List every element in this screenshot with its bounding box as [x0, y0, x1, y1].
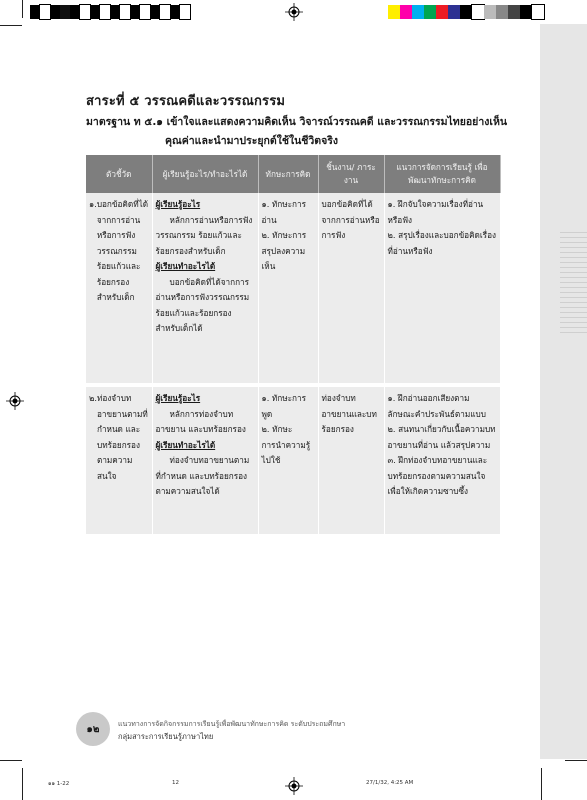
footer-book-title: แนวทางการจัดกิจกรรมการเรียนรู้เพื่อพัฒนาทักษะการคิด ระดับประถมศึกษา	[118, 720, 346, 728]
grayscale-bar	[30, 5, 190, 19]
skills-cell	[258, 385, 318, 534]
approach-item: ๑. ฝึกอ่านออกเสียงตามลักษณะคำประพันธ์ตามแบบ	[387, 393, 486, 419]
tasks-cell	[318, 193, 384, 385]
table-header-row	[86, 155, 500, 193]
curriculum-table	[86, 155, 501, 534]
footer-subject: กลุ่มสาระการเรียนรู้ภาษาไทย	[118, 732, 214, 741]
crop-mark	[541, 768, 542, 800]
standard-line-2: คุณค่าและนำมาประยุกต์ใช้ในชีวิตจริง	[165, 135, 339, 147]
do-text: บอกข้อคิดที่ได้จากการอ่านหรือการฟังวรรณกรรมร้อยแก้วและร้อยกรองสำหรับเด็กได้	[155, 276, 250, 333]
side-tab-lines	[560, 228, 587, 336]
column-header: ผู้เรียนรู้อะไร/ทำอะไรได้	[152, 155, 258, 193]
do-heading: ผู้เรียนทำอะไรได้	[155, 439, 216, 450]
skill-item: ๑. ทักษะการพูด	[261, 393, 307, 419]
table-row	[86, 193, 500, 385]
skill-item: ๒. ทักษะการสรุปลงความเห็น	[261, 230, 307, 271]
column-header: ทักษะการคิด	[258, 155, 318, 193]
column-header: แนวการจัดการเรียนรู้ เพื่อพัฒนาทักษะการคิด	[384, 155, 500, 193]
skills-cell	[258, 193, 318, 385]
approach-cell	[384, 385, 500, 534]
registration-mark-icon	[6, 392, 24, 410]
approach-item: ๑. ฝึกจับใจความเรื่องที่อ่านหรือฟัง	[387, 199, 484, 225]
approach-cell	[384, 193, 500, 385]
approach-item: ๒. สรุปเรื่องและบอกข้อคิดเรื่องที่อ่านหรือฟัง	[387, 230, 496, 256]
section-title: สาระที่ ๕ วรรณคดีและวรรณกรรม	[86, 94, 286, 109]
task-text: บอกข้อคิดที่ได้จากการอ่านหรือการฟัง	[321, 199, 380, 240]
indicator-text: ท่องจำบทอาขยานตามที่กำหนด และบทร้อยกรองตามความสนใจ	[97, 393, 148, 481]
column-header: ชิ้นงาน/ ภาระงาน	[318, 155, 384, 193]
crop-mark	[0, 25, 22, 26]
do-text: ท่องจำบทอาขยานตามที่กำหนด และบทร้อยกรองตามความสนใจได้	[155, 455, 250, 496]
registration-mark-icon	[285, 3, 303, 21]
crop-mark	[0, 760, 22, 761]
learn-heading: ผู้เรียนรู้อะไร	[155, 393, 201, 403]
learn-heading: ผู้เรียนรู้อะไร	[155, 199, 201, 209]
slug-file: ๑๑ 1-22	[48, 781, 70, 787]
color-bar	[388, 5, 544, 19]
approach-item: ๓. ฝึกท่องจำบทอาขยานและบทร้อยกรองตามความสนใจเพื่อให้เกิดความซาบซึ้ง	[387, 455, 488, 496]
table-row	[86, 385, 500, 534]
crop-mark	[22, 0, 23, 18]
skill-item: ๑. ทักษะการอ่าน	[261, 199, 307, 225]
page-number: ๑๒	[76, 712, 110, 746]
learn-text: หลักการอ่านหรือการฟังวรรณกรรม ร้อยแก้วและร้อยกรองสำหรับเด็ก	[155, 214, 253, 256]
indicator-cell	[86, 193, 152, 385]
standard-line-1: มาตรฐาน ท ๕.๑ เข้าใจและแสดงความคิดเห็น วิจารณ์วรรณคดี และวรรณกรรมไทยอย่างเห็น	[86, 116, 508, 128]
learning-cell	[152, 193, 258, 385]
learn-text: หลักการท่องจำบทอาขยาน และบทร้อยกรอง	[155, 408, 246, 434]
indicator-number: ๒.	[89, 393, 97, 403]
do-heading: ผู้เรียนทำอะไรได้	[155, 261, 216, 271]
registration-mark-icon	[285, 777, 303, 795]
indicator-number: ๑.	[89, 199, 97, 209]
approach-item: ๒. สนทนาเกี่ยวกับเนื้อความบทอาขยานที่อ่าน แล้วสรุปความ	[387, 424, 496, 450]
task-text: ท่องจำบทอาขยานและบทร้อยกรอง	[321, 393, 377, 434]
slug-date: 27/1/32, 4:25 AM	[366, 780, 414, 786]
tasks-cell	[318, 385, 384, 534]
side-tab-strip	[540, 24, 587, 759]
column-header: ตัวชี้วัด	[86, 155, 152, 193]
slug-page: 12	[172, 780, 179, 786]
learning-cell	[152, 385, 258, 534]
indicator-text: บอกข้อคิดที่ได้จากการอ่าน หรือการฟังวรรณกรรมร้อยแก้วและร้อยกรองสำหรับเด็ก	[96, 199, 149, 302]
indicator-cell	[86, 385, 152, 534]
skill-item: ๒. ทักษะการนำความรู้ไปใช้	[261, 424, 311, 465]
crop-mark	[565, 760, 587, 761]
crop-mark	[22, 768, 23, 800]
